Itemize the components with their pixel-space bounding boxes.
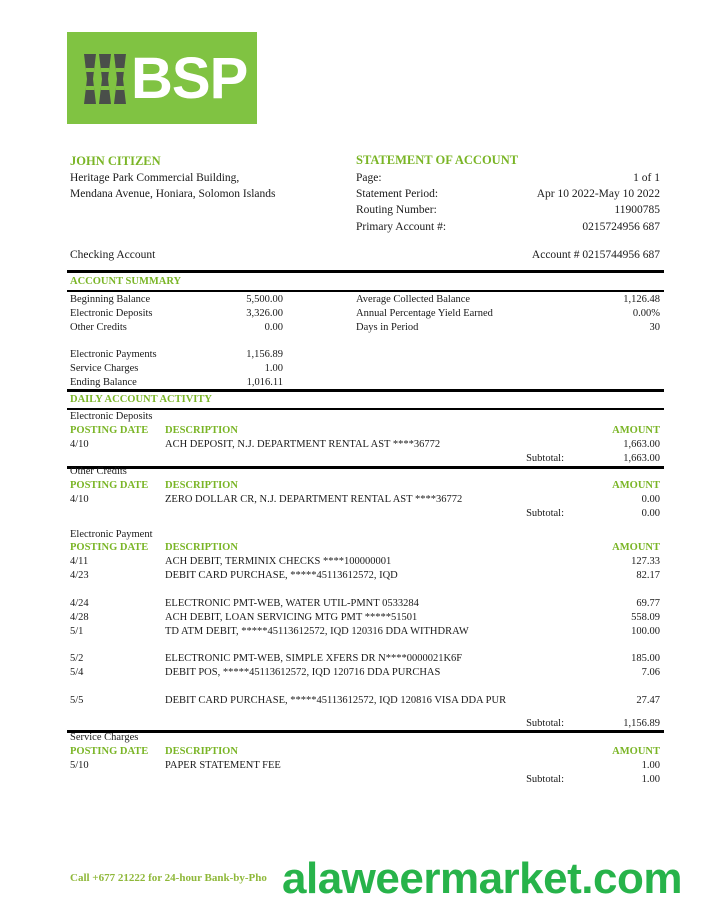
divider xyxy=(67,730,664,733)
divider xyxy=(67,408,664,410)
summary-label: Days in Period xyxy=(356,322,419,333)
summary-label: Other Credits xyxy=(70,322,127,333)
transaction-amount: 27.47 xyxy=(636,695,660,706)
transaction-date: 5/10 xyxy=(70,760,89,771)
period-label: Statement Period: xyxy=(356,188,439,200)
summary-value: 1.00 xyxy=(264,363,283,374)
subtotal-value: 0.00 xyxy=(641,508,660,519)
divider xyxy=(67,466,664,469)
summary-label: Electronic Deposits xyxy=(70,308,153,319)
column-header-posting-date: POSTING DATE xyxy=(70,425,149,436)
subtotal-label: Subtotal: xyxy=(526,718,564,729)
transaction-date: 5/4 xyxy=(70,667,84,678)
summary-label: Electronic Payments xyxy=(70,349,157,360)
summary-label: Service Charges xyxy=(70,363,139,374)
transaction-date: 4/11 xyxy=(70,556,89,567)
summary-value: 30 xyxy=(649,322,660,333)
column-header-description: DESCRIPTION xyxy=(165,542,238,553)
routing-value: 11900785 xyxy=(614,204,660,216)
transaction-amount: 0.00 xyxy=(641,494,660,505)
summary-value: 5,500.00 xyxy=(246,294,283,305)
summary-value: 1,126.48 xyxy=(623,294,660,305)
divider xyxy=(67,389,664,392)
transaction-date: 4/24 xyxy=(70,598,89,609)
section-name: Electronic Payment xyxy=(70,529,153,540)
transaction-date: 4/10 xyxy=(70,494,89,505)
transaction-date: 4/23 xyxy=(70,570,89,581)
transaction-amount: 185.00 xyxy=(631,653,660,664)
logo-text: BSP xyxy=(131,46,248,111)
page-label: Page: xyxy=(356,172,382,184)
footer-text: Call +677 21222 for 24-hour Bank-by-Pho xyxy=(70,872,267,884)
transaction-amount: 558.09 xyxy=(631,612,660,623)
transaction-date: 4/28 xyxy=(70,612,89,623)
transaction-description: TD ATM DEBIT, *****45113612572, IQD 120316 DDA WITHDRAW xyxy=(165,626,469,637)
section-name: Service Charges xyxy=(70,732,139,743)
daily-activity-title: DAILY ACCOUNT ACTIVITY xyxy=(70,394,212,405)
transaction-amount: 82.17 xyxy=(636,570,660,581)
subtotal-label: Subtotal: xyxy=(526,508,564,519)
column-header-amount: AMOUNT xyxy=(612,746,660,757)
column-header-description: DESCRIPTION xyxy=(165,425,238,436)
transaction-date: 5/1 xyxy=(70,626,84,637)
drums-logo-icon xyxy=(84,54,126,104)
summary-value: 3,326.00 xyxy=(246,308,283,319)
subtotal-value: 1,663.00 xyxy=(623,453,660,464)
address-line-2: Mendana Avenue, Honiara, Solomon Islands xyxy=(70,188,276,200)
transaction-amount: 7.06 xyxy=(641,667,660,678)
column-header-posting-date: POSTING DATE xyxy=(70,542,149,553)
address-line-1: Heritage Park Commercial Building, xyxy=(70,172,240,184)
transaction-amount: 100.00 xyxy=(631,626,660,637)
column-header-description: DESCRIPTION xyxy=(165,746,238,757)
column-header-amount: AMOUNT xyxy=(612,480,660,491)
primary-account-label: Primary Account #: xyxy=(356,221,447,233)
bank-logo xyxy=(67,32,257,124)
transaction-date: 5/2 xyxy=(70,653,84,664)
summary-value: 1,016.11 xyxy=(246,377,283,388)
subtotal-value: 1.00 xyxy=(641,774,660,785)
transaction-amount: 127.33 xyxy=(631,556,660,567)
account-number: Account # 0215744956 687 xyxy=(531,249,660,261)
transaction-amount: 69.77 xyxy=(636,598,660,609)
summary-label: Beginning Balance xyxy=(70,294,151,305)
account-type: Checking Account xyxy=(70,249,156,261)
transaction-description: ACH DEBIT, TERMINIX CHECKS ****100000001 xyxy=(165,556,392,567)
divider xyxy=(67,270,664,273)
transaction-description: DEBIT CARD PURCHASE, *****45113612572, IQD xyxy=(165,570,398,581)
transaction-amount: 1.00 xyxy=(641,760,660,771)
summary-value: 1,156.89 xyxy=(246,349,283,360)
transaction-description: ACH DEBIT, LOAN SERVICING MTG PMT *****51501 xyxy=(165,612,418,623)
summary-label: Ending Balance xyxy=(70,377,137,388)
subtotal-value: 1,156.89 xyxy=(623,718,660,729)
column-header-posting-date: POSTING DATE xyxy=(70,480,149,491)
column-header-posting-date: POSTING DATE xyxy=(70,746,149,757)
subtotal-label: Subtotal: xyxy=(526,774,564,785)
primary-account-value: 0215724956 687 xyxy=(582,221,660,233)
period-value: Apr 10 2022-May 10 2022 xyxy=(536,188,660,200)
transaction-description: ELECTRONIC PMT-WEB, WATER UTIL-PMNT 0533284 xyxy=(165,598,419,609)
transaction-date: 5/5 xyxy=(70,695,84,706)
routing-label: Routing Number: xyxy=(356,204,437,216)
transaction-amount: 1,663.00 xyxy=(623,439,660,450)
transaction-description: ACH DEPOSIT, N.J. DEPARTMENT RENTAL AST ****36772 xyxy=(165,439,441,450)
section-name: Other Credits xyxy=(70,466,127,477)
column-header-amount: AMOUNT xyxy=(612,425,660,436)
customer-name: JOHN CITIZEN xyxy=(70,154,161,168)
transaction-date: 4/10 xyxy=(70,439,89,450)
summary-value: 0.00% xyxy=(632,308,660,319)
transaction-description: ELECTRONIC PMT-WEB, SIMPLE XFERS DR N****0000021K6F xyxy=(165,653,463,664)
watermark: alaweermarket.com xyxy=(282,854,682,903)
transaction-description: DEBIT CARD PURCHASE, *****45113612572, IQD 120816 VISA DDA PUR xyxy=(165,695,507,706)
account-summary-title: ACCOUNT SUMMARY xyxy=(70,276,182,287)
statement-title: STATEMENT OF ACCOUNT xyxy=(356,153,519,167)
transaction-description: PAPER STATEMENT FEE xyxy=(165,760,281,771)
transaction-description: ZERO DOLLAR CR, N.J. DEPARTMENT RENTAL AST ****36772 xyxy=(165,494,463,505)
subtotal-label: Subtotal: xyxy=(526,453,564,464)
column-header-description: DESCRIPTION xyxy=(165,480,238,491)
section-name: Electronic Deposits xyxy=(70,411,153,422)
summary-label: Annual Percentage Yield Earned xyxy=(356,308,493,319)
page-value: 1 of 1 xyxy=(633,172,660,184)
summary-label: Average Collected Balance xyxy=(356,294,471,305)
summary-value: 0.00 xyxy=(264,322,283,333)
transaction-description: DEBIT POS, *****45113612572, IQD 120716 DDA PURCHAS xyxy=(165,667,441,678)
column-header-amount: AMOUNT xyxy=(612,542,660,553)
divider xyxy=(67,290,664,292)
